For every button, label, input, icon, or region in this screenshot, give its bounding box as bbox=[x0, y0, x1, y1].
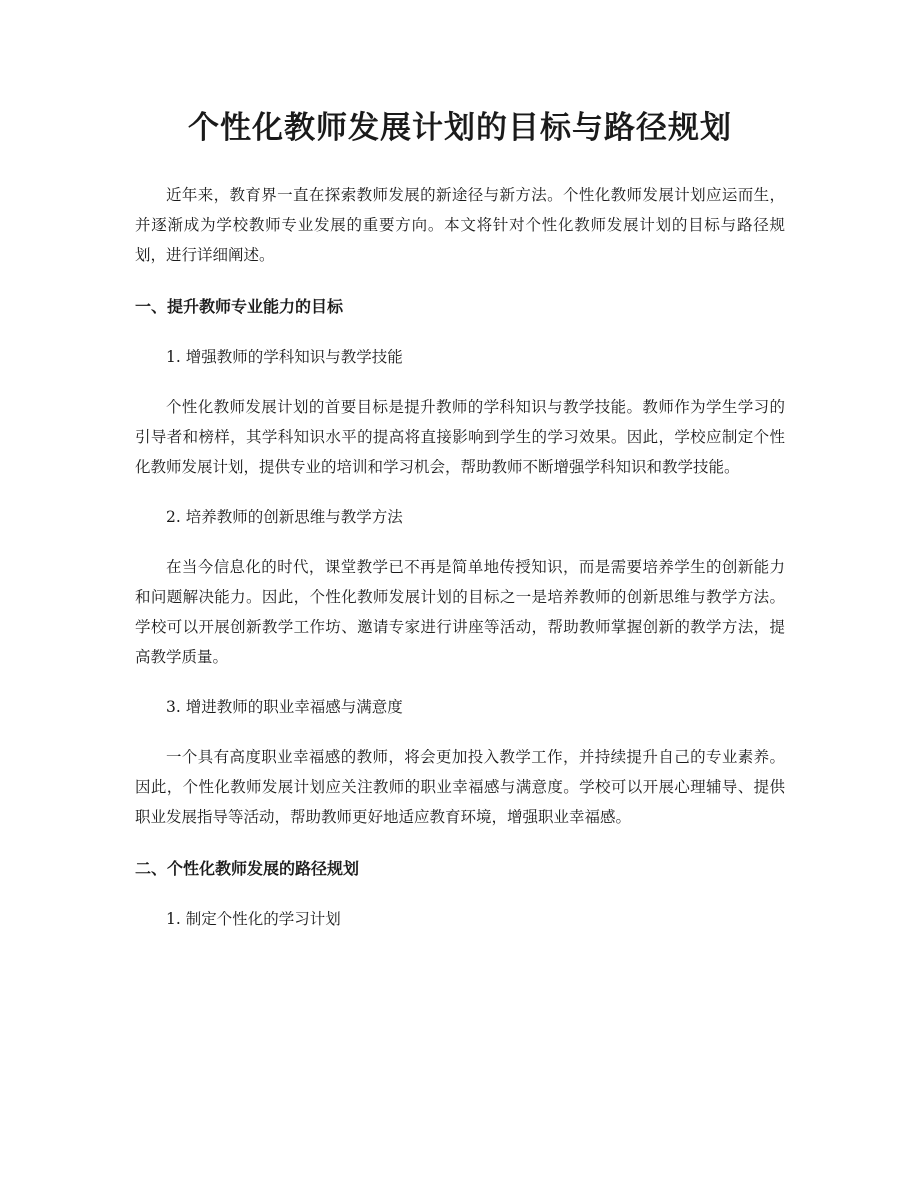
section-heading-1: 一、提升教师专业能力的目标 bbox=[135, 297, 344, 316]
paragraph-1-1: 个性化教师发展计划的首要目标是提升教师的学科知识与教学技能。教师作为学生学习的引导者和榜样，其学科知识水平的提高将直接影响到学生的学习效果。因此，学校应制定个性化教师发展计划，提供专业的培训和学习机会，帮助教师不断增强学科知识和教学技能。 bbox=[135, 398, 785, 476]
subsection-heading-1-2: 2. 培养教师的创新思维与教学方法 bbox=[166, 508, 403, 526]
subsection-heading-2-1: 1. 制定个性化的学习计划 bbox=[166, 910, 341, 928]
subsection-heading-1-3: 3. 增进教师的职业幸福感与满意度 bbox=[166, 698, 403, 716]
paragraph-1-2: 在当今信息化的时代，课堂教学已不再是简单地传授知识，而是需要培养学生的创新能力和问题解决能力。因此，个性化教师发展计划的目标之一是培养教师的创新思维与教学方法。学校可以开展创新教学工作坊、邀请专家进行讲座等活动，帮助教师掌握创新的教学方法，提高教学质量。 bbox=[135, 558, 785, 666]
section-heading-2: 二、个性化教师发展的路径规划 bbox=[135, 859, 360, 878]
document-page bbox=[135, 100, 785, 934]
subsection-heading-1-1: 1. 增强教师的学科知识与教学技能 bbox=[166, 348, 403, 366]
intro-paragraph: 近年来，教育界一直在探索教师发展的新途径与新方法。个性化教师发展计划应运而生，并逐渐成为学校教师专业发展的重要方向。本文将针对个性化教师发展计划的目标与路径规划，进行详细阐述。 bbox=[135, 186, 785, 264]
document-title: 个性化教师发展计划的目标与路径规划 bbox=[188, 110, 732, 146]
paragraph-1-3: 一个具有高度职业幸福感的教师，将会更加投入教学工作，并持续提升自己的专业素养。因此，个性化教师发展计划应关注教师的职业幸福感与满意度。学校可以开展心理辅导、提供职业发展指导等活动，帮助教师更好地适应教育环境，增强职业幸福感。 bbox=[135, 748, 785, 826]
